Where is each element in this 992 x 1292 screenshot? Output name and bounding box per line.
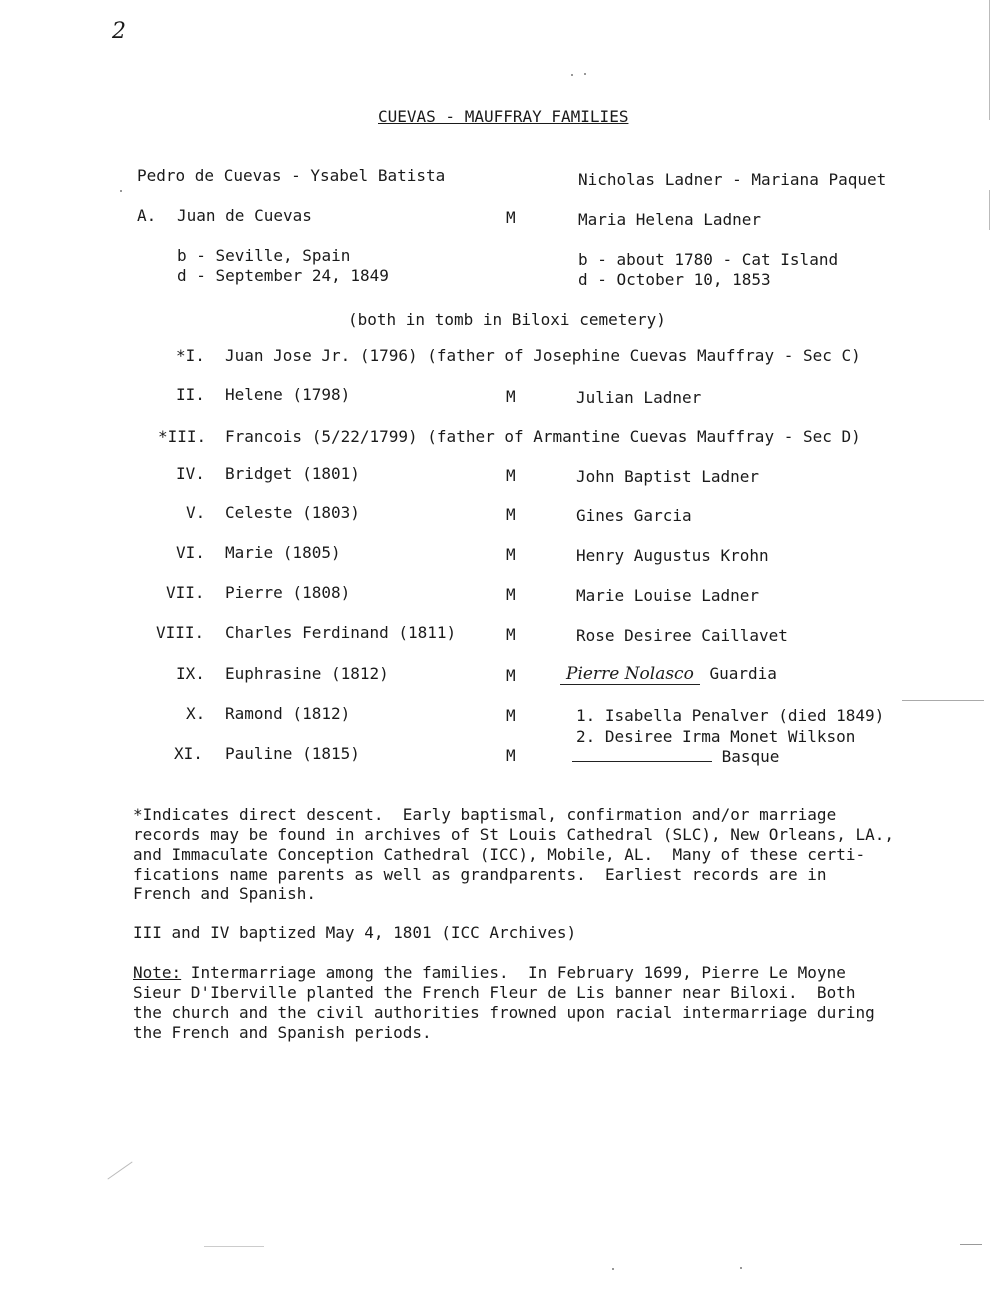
scan-mark — [107, 1161, 132, 1179]
husband-parents: Pedro de Cuevas - Ysabel Batista — [137, 166, 446, 185]
history-note-line: Sieur D'Iberville planted the French Fleur de Lis banner near Biloxi. Both — [133, 983, 856, 1002]
wife-birth: b - about 1780 - Cat Island — [578, 250, 839, 269]
child-number: XI. — [174, 744, 203, 763]
page-title: CUEVAS - MAUFFRAY FAMILIES — [378, 107, 629, 126]
child-spouse: Julian Ladner — [576, 388, 702, 407]
married-marker: M — [506, 585, 516, 604]
child-number: II. — [176, 385, 205, 404]
child-spouse: Rose Desiree Caillavet — [576, 626, 788, 645]
scan-speck — [120, 190, 122, 192]
married-marker: M — [506, 625, 516, 644]
baptism-note: III and IV baptized May 4, 1801 (ICC Archives) — [133, 923, 577, 942]
married-marker: M — [506, 545, 516, 564]
scan-mark — [902, 700, 984, 701]
note-label: Note: — [133, 963, 182, 982]
child-number: IV. — [176, 464, 205, 483]
child-number: *III. — [158, 427, 207, 446]
child-name: Helene (1798) — [225, 385, 351, 404]
footnote-line: French and Spanish. — [133, 884, 317, 903]
scan-speck — [584, 73, 586, 75]
couple-number: A. — [137, 206, 157, 225]
note-text: Intermarriage among the families. In February 1699, Pierre Le Moyne — [181, 963, 846, 982]
child-name: Euphrasine (1812) — [225, 664, 389, 683]
child-spouse: 1. Isabella Penalver (died 1849) — [576, 706, 885, 725]
child-spouse: Guardia — [709, 664, 777, 683]
child-number: VIII. — [156, 623, 205, 642]
scan-edge — [989, 190, 990, 230]
child-name: Celeste (1803) — [225, 503, 360, 522]
married-marker: M — [506, 706, 516, 725]
child-name: Francois (5/22/1799) (father of Armantine Cuevas Mauffray - Sec D) — [225, 427, 861, 446]
child-name: Pierre (1808) — [225, 583, 351, 602]
child-spouse-second: 2. Desiree Irma Monet Wilkson — [576, 727, 856, 746]
scan-speck — [740, 1267, 742, 1269]
married-marker: M — [506, 505, 516, 524]
child-name: Juan Jose Jr. (1796) (father of Josephine Cuevas Mauffray - Sec C) — [225, 346, 861, 365]
married-marker: M — [506, 746, 516, 765]
child-spouse: Marie Louise Ladner — [576, 586, 760, 605]
child-spouse-line — [560, 664, 777, 684]
child-name: Bridget (1801) — [225, 464, 360, 483]
scan-mark — [204, 1246, 264, 1247]
married-marker: M — [506, 666, 516, 685]
married-marker: M — [506, 466, 516, 485]
husband-death: d - September 24, 1849 — [177, 266, 389, 285]
footnote-line: *Indicates direct descent. Early baptismal, confirmation and/or marriage — [133, 805, 837, 824]
child-name: Ramond (1812) — [225, 704, 351, 723]
child-spouse: Basque — [721, 747, 780, 766]
child-number: *I. — [176, 346, 205, 365]
child-name: Charles Ferdinand (1811) — [225, 623, 457, 642]
history-note-line: the French and Spanish periods. — [133, 1023, 432, 1042]
child-number: IX. — [176, 664, 205, 683]
wife-death: d - October 10, 1853 — [578, 270, 771, 289]
husband-name: Juan de Cuevas — [177, 206, 312, 225]
footnote-line: fications name parents as well as grandparents. Earliest records are in — [133, 865, 827, 884]
history-note-line: the church and the civil authorities frowned upon racial intermarriage during — [133, 1003, 875, 1022]
child-spouse-line — [572, 747, 779, 767]
child-name: Pauline (1815) — [225, 744, 360, 763]
footnote-line: records may be found in archives of St Louis Cathedral (SLC), New Orleans, LA., — [133, 825, 894, 844]
child-name: Marie (1805) — [225, 543, 341, 562]
blank-first-name-line — [572, 747, 712, 762]
scan-speck — [612, 1268, 614, 1270]
wife-parents: Nicholas Ladner - Mariana Paquet — [578, 170, 887, 189]
scan-edge — [989, 0, 990, 120]
burial-note: (both in tomb in Biloxi cemetery) — [348, 310, 666, 329]
footnote-line: and Immaculate Conception Cathedral (ICC), Mobile, AL. Many of these certi- — [133, 845, 866, 864]
married-marker: M — [506, 387, 516, 406]
wife-name: Maria Helena Ladner — [578, 210, 762, 229]
history-note-line — [133, 963, 846, 983]
husband-birth: b - Seville, Spain — [177, 246, 351, 265]
handwritten-spouse-name: Pierre Nolasco — [560, 664, 700, 685]
page-number: 2 — [112, 19, 126, 44]
child-spouse: Henry Augustus Krohn — [576, 546, 769, 565]
child-number: V. — [186, 503, 206, 522]
married-marker: M — [506, 208, 516, 227]
scan-speck — [571, 74, 573, 76]
child-number: X. — [186, 704, 206, 723]
scan-mark — [960, 1244, 982, 1245]
child-spouse: Gines Garcia — [576, 506, 692, 525]
child-number: VI. — [176, 543, 205, 562]
child-number: VII. — [166, 583, 205, 602]
child-spouse: John Baptist Ladner — [576, 467, 760, 486]
